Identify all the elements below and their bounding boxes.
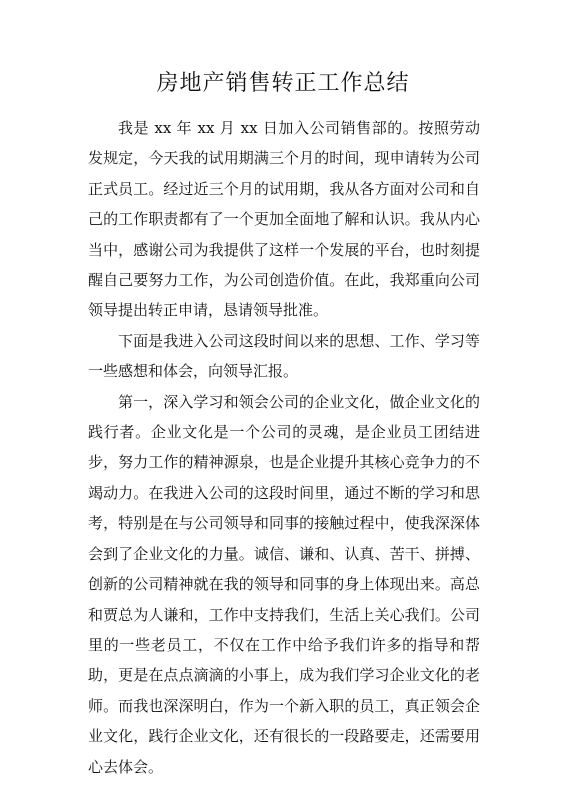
paragraph-report: 下面是我进入公司这段时间以来的思想、工作、学习等一些感想和体会，向领导汇报。 — [88, 331, 480, 381]
paragraph-first-point: 第一，深入学习和领会公司的企业文化，做企业文化的践行者。企业文化是一个公司的灵魂，是企业员工团结进步，努力工作的精神源泉，也是企业提升其核心竞争力的不竭动力。在我进入公司的这段时间里，通过不断的学习和思考，特别是在与公司领导和同事的接触过程中，使我深深体会到了企业文化的力量。诚信、谦和、认真、苦干、拼搏、创新的公司精神就在我的领导和同事的身上体现出来。高总和贾总为人谦和，工作中支持我们，生活上关心我们。公司里的一些老员工，不仅在工作中给予我们许多的指导和帮助，更是在点点滴滴的小事上，成为我们学习企业文化的老师。而我也深深明白，作为一个新入职的员工，真正领会企业文化，践行企业文化，还有很长的一段路要走，还需要用心去体会。 — [88, 392, 480, 776]
document-title: 房地产销售转正工作总结 — [156, 71, 410, 96]
document-body — [88, 113, 480, 782]
paragraph-intro: 我是 xx 年 xx 月 xx 日加入公司销售部的。按照劳动发规定，今天我的试用期满三个月的时间，现申请转为公司正式员工。经过近三个月的试用期，我从各方面对公司和自己的工作职责都有了一个更加全面地了解和认识。我从内心当中，感谢公司为我提供了这样一个发展的平台，也时刻提醒自己要努力工作，为公司创造价值。在此，我郑重向公司领导提出转正申请，恳请领导批准。 — [88, 119, 480, 320]
